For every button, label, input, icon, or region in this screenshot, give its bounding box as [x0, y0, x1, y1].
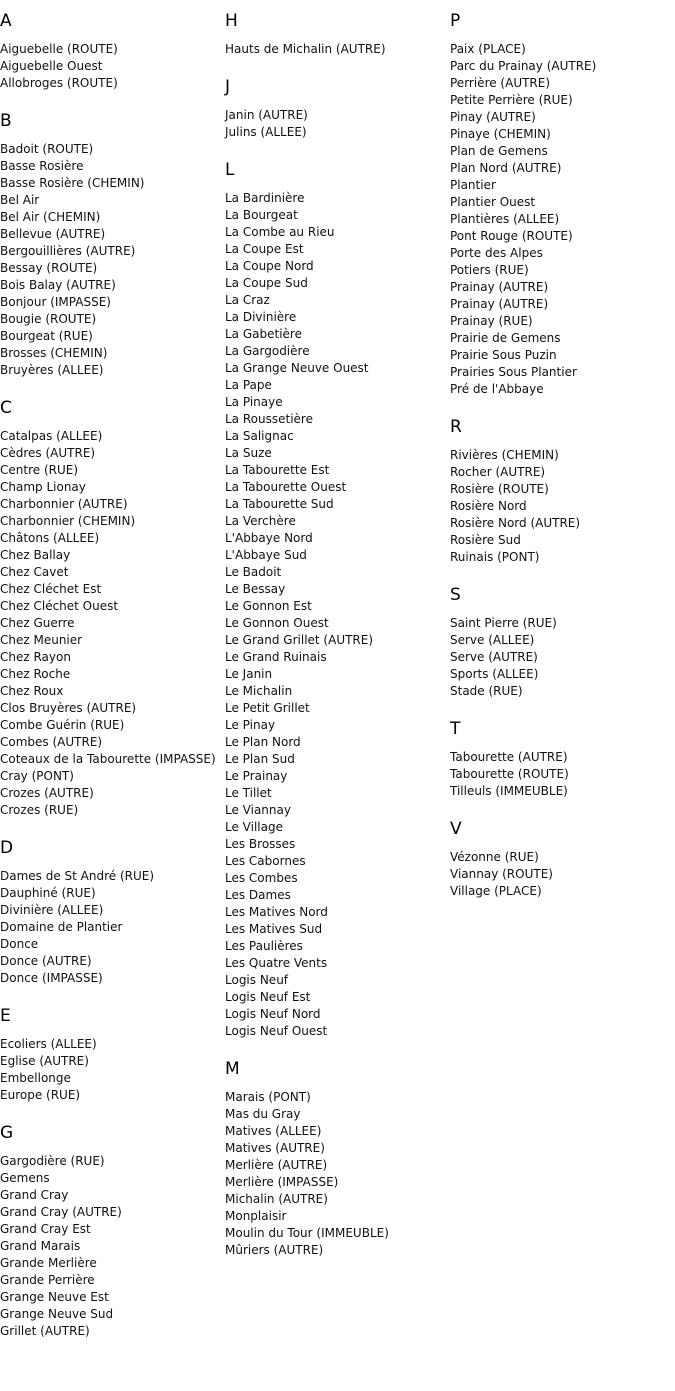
- street-entry[interactable]: Dauphiné (RUE): [0, 886, 96, 900]
- street-entry[interactable]: Grand Marais: [0, 1239, 81, 1253]
- street-entry[interactable]: Moulin du Tour (IMMEUBLE): [225, 1226, 389, 1240]
- street-entry[interactable]: Aiguebelle Ouest: [0, 59, 103, 73]
- street-entry[interactable]: Basse Rosière: [0, 159, 84, 173]
- street-entry[interactable]: Grillet (AUTRE): [0, 1324, 90, 1338]
- street-entry[interactable]: Bougie (ROUTE): [0, 312, 97, 326]
- street-entry[interactable]: Pré de l'Abbaye: [450, 382, 544, 396]
- street-entry[interactable]: La Craz: [225, 293, 270, 307]
- street-entry[interactable]: Parc du Prainay (AUTRE): [450, 59, 597, 73]
- street-entry[interactable]: Plantières (ALLEE): [450, 212, 560, 226]
- street-entry[interactable]: La Roussetière: [225, 412, 313, 426]
- street-entry[interactable]: Serve (AUTRE): [450, 650, 538, 664]
- letter-section: [0, 397, 222, 819]
- street-entry[interactable]: Le Plan Nord: [225, 735, 301, 749]
- street-entry[interactable]: La Bourgeat: [225, 208, 298, 222]
- street-entry[interactable]: Centre (RUE): [0, 463, 79, 477]
- street-entry[interactable]: Chez Ballay: [0, 548, 71, 562]
- street-entry[interactable]: Janin (AUTRE): [225, 108, 308, 122]
- letter-heading: M: [225, 1059, 240, 1079]
- street-entry[interactable]: Les Matives Nord: [225, 905, 328, 919]
- street-entry[interactable]: Rosière Nord (AUTRE): [450, 516, 581, 530]
- street-entry[interactable]: La Coupe Est: [225, 242, 304, 256]
- street-entry[interactable]: Paix (PLACE): [450, 42, 526, 56]
- street-entry[interactable]: Pinay (AUTRE): [450, 110, 536, 124]
- street-entry[interactable]: Grange Neuve Est: [0, 1290, 109, 1304]
- street-entry[interactable]: Le Viannay: [225, 803, 291, 817]
- street-entry[interactable]: Vézonne (RUE): [450, 850, 539, 864]
- street-entry[interactable]: Les Dames: [225, 888, 291, 902]
- letter-section: [0, 1122, 222, 1340]
- street-entry[interactable]: Grande Perrière: [0, 1273, 95, 1287]
- street-entry[interactable]: La Coupe Sud: [225, 276, 308, 290]
- street-entry[interactable]: Viannay (ROUTE): [450, 867, 553, 881]
- street-entry[interactable]: Michalin (AUTRE): [225, 1192, 328, 1206]
- street-entry[interactable]: Châtons (ALLEE): [0, 531, 100, 545]
- street-entry[interactable]: Bel Air (CHEMIN): [0, 210, 101, 224]
- street-entry[interactable]: La Divinière: [225, 310, 297, 324]
- street-entry[interactable]: Les Quatre Vents: [225, 956, 328, 970]
- street-entry[interactable]: La Grange Neuve Ouest: [225, 361, 369, 375]
- street-entry[interactable]: Potiers (RUE): [450, 263, 529, 277]
- street-entry[interactable]: Logis Neuf Nord: [225, 1007, 321, 1021]
- street-entry[interactable]: Le Tillet: [225, 786, 272, 800]
- street-entry[interactable]: Le Gonnon Est: [225, 599, 312, 613]
- street-entry[interactable]: Charbonnier (CHEMIN): [0, 514, 136, 528]
- street-entry[interactable]: Plantier Ouest: [450, 195, 536, 209]
- street-entry[interactable]: La Tabourette Est: [225, 463, 330, 477]
- letter-section: [225, 76, 447, 141]
- street-entry[interactable]: Chez Cléchet Est: [0, 582, 102, 596]
- letter-section: [0, 1005, 222, 1104]
- street-entry[interactable]: Combe Guérin (RUE): [0, 718, 125, 732]
- street-entry[interactable]: Logis Neuf: [225, 973, 289, 987]
- street-entry[interactable]: Basse Rosière (CHEMIN): [0, 176, 145, 190]
- street-entry[interactable]: Bruyères (ALLEE): [0, 363, 104, 377]
- street-entry[interactable]: Gemens: [0, 1171, 50, 1185]
- street-entry[interactable]: Rosière (ROUTE): [450, 482, 549, 496]
- letter-heading: J: [225, 77, 231, 97]
- street-entry[interactable]: Bel Air: [0, 193, 40, 207]
- letter-heading: A: [0, 11, 12, 31]
- street-entry[interactable]: Chez Guerre: [0, 616, 75, 630]
- street-entry[interactable]: Prairie Sous Puzin: [450, 348, 557, 362]
- street-entry[interactable]: Chez Cléchet Ouest: [0, 599, 119, 613]
- street-entry[interactable]: Serve (ALLEE): [450, 633, 535, 647]
- street-entry[interactable]: Eglise (AUTRE): [0, 1054, 89, 1068]
- street-entry[interactable]: Merlière (AUTRE): [225, 1158, 328, 1172]
- street-entry[interactable]: Grande Merlière: [0, 1256, 97, 1270]
- street-entry[interactable]: Village (PLACE): [450, 884, 542, 898]
- street-entry[interactable]: Bois Balay (AUTRE): [0, 278, 116, 292]
- street-entry[interactable]: Le Grand Grillet (AUTRE): [225, 633, 374, 647]
- street-entry[interactable]: Tabourette (AUTRE): [450, 750, 568, 764]
- letter-section: [450, 10, 672, 398]
- street-entry[interactable]: Domaine de Plantier: [0, 920, 123, 934]
- street-index-column-2: [225, 10, 447, 1277]
- street-entry[interactable]: Prairie de Gemens: [450, 331, 561, 345]
- letter-section: [225, 10, 447, 58]
- street-entry[interactable]: La Combe au Rieu: [225, 225, 335, 239]
- street-index-column-1: [0, 10, 222, 1358]
- street-entry[interactable]: Ruinais (PONT): [450, 550, 540, 564]
- street-entry[interactable]: Chez Roche: [0, 667, 71, 681]
- street-entry[interactable]: Porte des Alpes: [450, 246, 543, 260]
- street-entry[interactable]: Bourgeat (RUE): [0, 329, 93, 343]
- street-entry[interactable]: Bellevue (AUTRE): [0, 227, 106, 241]
- street-entry[interactable]: Merlière (IMPASSE): [225, 1175, 339, 1189]
- street-entry[interactable]: Dames de St André (RUE): [0, 869, 155, 883]
- street-entry[interactable]: Rocher (AUTRE): [450, 465, 546, 479]
- letter-heading: H: [225, 11, 238, 31]
- street-entry[interactable]: Bergouillières (AUTRE): [0, 244, 136, 258]
- letter-section: [450, 718, 672, 800]
- letter-heading: S: [450, 585, 461, 605]
- street-entry[interactable]: La Tabourette Ouest: [225, 480, 347, 494]
- letter-section: [450, 416, 672, 566]
- street-entry[interactable]: Prainay (AUTRE): [450, 280, 549, 294]
- street-entry[interactable]: Cray (PONT): [0, 769, 74, 783]
- street-entry[interactable]: Matives (ALLEE): [225, 1124, 322, 1138]
- street-entry[interactable]: Le Petit Grillet: [225, 701, 310, 715]
- street-entry[interactable]: La Tabourette Sud: [225, 497, 334, 511]
- street-entry[interactable]: Clos Bruyères (AUTRE): [0, 701, 137, 715]
- letter-heading: D: [0, 838, 14, 858]
- street-entry[interactable]: Les Paulières: [225, 939, 303, 953]
- street-entry[interactable]: Bessay (ROUTE): [0, 261, 98, 275]
- letter-heading: C: [0, 398, 12, 418]
- street-entry[interactable]: Donce (IMPASSE): [0, 971, 103, 985]
- street-entry[interactable]: Prainay (AUTRE): [450, 297, 549, 311]
- letter-heading: G: [0, 1123, 14, 1143]
- street-entry[interactable]: Chez Rayon: [0, 650, 71, 664]
- street-index-column-3: [450, 10, 672, 918]
- letter-section: [0, 110, 222, 379]
- street-entry[interactable]: Monplaisir: [225, 1209, 287, 1223]
- street-entry[interactable]: Le Janin: [225, 667, 273, 681]
- street-entry[interactable]: Plan Nord (AUTRE): [450, 161, 562, 175]
- street-entry[interactable]: La Pape: [225, 378, 272, 392]
- street-entry[interactable]: Le Plan Sud: [225, 752, 295, 766]
- street-entry[interactable]: Coteaux de la Tabourette (IMPASSE): [0, 752, 216, 766]
- street-entry[interactable]: La Gargodière: [225, 344, 310, 358]
- street-entry[interactable]: La Coupe Nord: [225, 259, 314, 273]
- street-entry[interactable]: Saint Pierre (RUE): [450, 616, 557, 630]
- street-entry[interactable]: Mûriers (AUTRE): [225, 1243, 324, 1257]
- street-entry[interactable]: Prairies Sous Plantier: [450, 365, 577, 379]
- street-entry[interactable]: Prainay (RUE): [450, 314, 533, 328]
- letter-heading: B: [0, 111, 12, 131]
- street-entry[interactable]: Le Gonnon Ouest: [225, 616, 329, 630]
- street-entry[interactable]: La Gabetière: [225, 327, 302, 341]
- letter-heading: E: [0, 1006, 11, 1026]
- street-entry[interactable]: Tilleuls (IMMEUBLE): [450, 784, 568, 798]
- street-entry[interactable]: Les Matives Sud: [225, 922, 323, 936]
- street-entry[interactable]: Le Prainay: [225, 769, 288, 783]
- street-entry[interactable]: Ecoliers (ALLEE): [0, 1037, 97, 1051]
- street-entry[interactable]: Le Pinay: [225, 718, 276, 732]
- street-entry[interactable]: Mas du Gray: [225, 1107, 301, 1121]
- street-entry[interactable]: Champ Lionay: [0, 480, 86, 494]
- street-entry[interactable]: Julins (ALLEE): [225, 125, 307, 139]
- street-entry[interactable]: La Salignac: [225, 429, 294, 443]
- street-entry[interactable]: Aiguebelle (ROUTE): [0, 42, 118, 56]
- letter-heading: T: [450, 719, 461, 739]
- letter-section: [0, 10, 222, 92]
- street-entry[interactable]: Pont Rouge (ROUTE): [450, 229, 573, 243]
- street-entry[interactable]: Petite Perrière (RUE): [450, 93, 573, 107]
- letter-heading: P: [450, 11, 461, 31]
- street-entry[interactable]: Charbonnier (AUTRE): [0, 497, 128, 511]
- street-entry[interactable]: Plan de Gemens: [450, 144, 548, 158]
- street-entry[interactable]: Les Cabornes: [225, 854, 306, 868]
- street-entry[interactable]: Le Village: [225, 820, 283, 834]
- street-entry[interactable]: Stade (RUE): [450, 684, 523, 698]
- street-entry[interactable]: Donce: [0, 937, 39, 951]
- street-entry[interactable]: Matives (AUTRE): [225, 1141, 325, 1155]
- street-entry[interactable]: Divinière (ALLEE): [0, 903, 104, 917]
- street-entry[interactable]: Crozes (AUTRE): [0, 786, 94, 800]
- street-entry[interactable]: La Pinaye: [225, 395, 283, 409]
- street-entry[interactable]: Perrière (AUTRE): [450, 76, 551, 90]
- street-entry[interactable]: Gargodière (RUE): [0, 1154, 105, 1168]
- street-entry[interactable]: Cèdres (AUTRE): [0, 446, 96, 460]
- street-entry[interactable]: Pinaye (CHEMIN): [450, 127, 551, 141]
- street-entry[interactable]: Le Michalin: [225, 684, 293, 698]
- street-entry[interactable]: Marais (PONT): [225, 1090, 311, 1104]
- street-entry[interactable]: L'Abbaye Nord: [225, 531, 313, 545]
- street-entry[interactable]: Chez Cavet: [0, 565, 69, 579]
- street-entry[interactable]: L'Abbaye Sud: [225, 548, 307, 562]
- street-entry[interactable]: Brosses (CHEMIN): [0, 346, 108, 360]
- street-entry[interactable]: Europe (RUE): [0, 1088, 81, 1102]
- street-entry[interactable]: La Bardinière: [225, 191, 305, 205]
- letter-section: [0, 837, 222, 987]
- street-entry[interactable]: Grange Neuve Sud: [0, 1307, 114, 1321]
- street-entry[interactable]: Rivières (CHEMIN): [450, 448, 559, 462]
- street-entry[interactable]: Allobroges (ROUTE): [0, 76, 118, 90]
- letter-heading: V: [450, 819, 462, 839]
- letter-section: [225, 1058, 447, 1259]
- street-entry[interactable]: Logis Neuf Ouest: [225, 1024, 328, 1038]
- street-entry[interactable]: Rosière Nord: [450, 499, 527, 513]
- street-entry[interactable]: Le Bessay: [225, 582, 286, 596]
- street-entry[interactable]: Bonjour (IMPASSE): [0, 295, 111, 309]
- street-entry[interactable]: Combes (AUTRE): [0, 735, 103, 749]
- street-entry[interactable]: Catalpas (ALLEE): [0, 429, 103, 443]
- street-entry[interactable]: Les Brosses: [225, 837, 296, 851]
- street-entry[interactable]: Chez Meunier: [0, 633, 83, 647]
- letter-section: [225, 159, 447, 1040]
- street-entry[interactable]: Donce (AUTRE): [0, 954, 92, 968]
- street-entry[interactable]: Chez Roux: [0, 684, 64, 698]
- street-entry[interactable]: Grand Cray: [0, 1188, 69, 1202]
- street-entry[interactable]: La Suze: [225, 446, 272, 460]
- letter-heading: R: [450, 417, 462, 437]
- street-entry[interactable]: Rosière Sud: [450, 533, 521, 547]
- street-entry[interactable]: Logis Neuf Est: [225, 990, 311, 1004]
- street-entry[interactable]: Embellonge: [0, 1071, 71, 1085]
- street-entry[interactable]: Le Grand Ruinais: [225, 650, 327, 664]
- street-entry[interactable]: La Verchère: [225, 514, 296, 528]
- street-entry[interactable]: Le Badoit: [225, 565, 282, 579]
- street-entry[interactable]: Crozes (RUE): [0, 803, 79, 817]
- letter-heading: L: [225, 160, 235, 180]
- letter-section: [450, 818, 672, 900]
- street-entry[interactable]: Grand Cray Est: [0, 1222, 91, 1236]
- street-entry[interactable]: Plantier: [450, 178, 496, 192]
- street-entry[interactable]: Grand Cray (AUTRE): [0, 1205, 122, 1219]
- street-entry[interactable]: Tabourette (ROUTE): [450, 767, 569, 781]
- letter-section: [450, 584, 672, 700]
- street-entry[interactable]: Badoit (ROUTE): [0, 142, 94, 156]
- street-entry[interactable]: Hauts de Michalin (AUTRE): [225, 42, 386, 56]
- street-entry[interactable]: Les Combes: [225, 871, 298, 885]
- street-entry[interactable]: Sports (ALLEE): [450, 667, 539, 681]
